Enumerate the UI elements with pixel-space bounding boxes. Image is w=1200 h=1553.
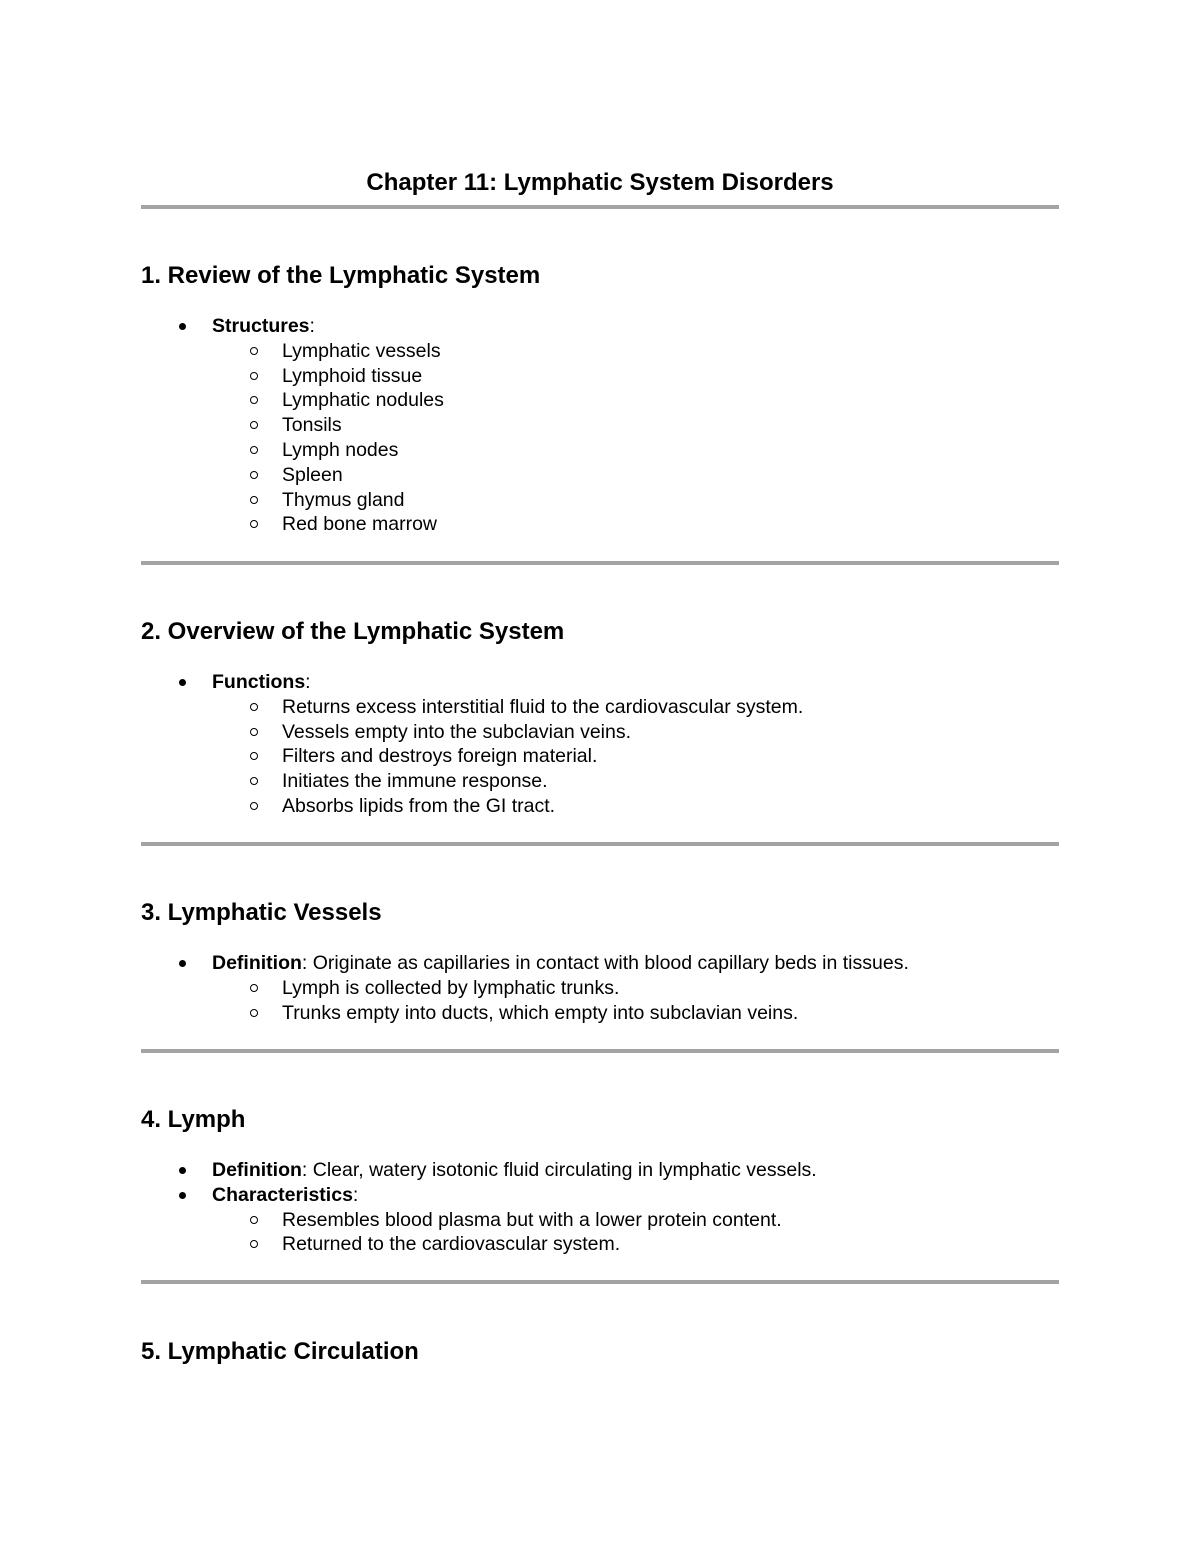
section-divider bbox=[141, 561, 1059, 565]
list-item bbox=[141, 314, 1059, 339]
section-2-heading: 2. Overview of the Lymphatic System bbox=[141, 618, 565, 645]
title-divider bbox=[141, 205, 1059, 209]
hollow-bullet-icon bbox=[250, 446, 258, 454]
hollow-bullet-icon bbox=[250, 372, 258, 380]
sub-item-text: Trunks empty into ducts, which empty into subclavian veins. bbox=[282, 1001, 799, 1024]
sub-list-item bbox=[141, 1208, 1059, 1233]
hollow-bullet-icon bbox=[250, 1240, 258, 1248]
sub-list-item bbox=[141, 364, 1059, 389]
sub-item-text: Returns excess interstitial fluid to the cardiovascular system. bbox=[282, 695, 804, 718]
sub-item-text: Red bone marrow bbox=[282, 513, 437, 536]
section-3-list bbox=[141, 951, 1059, 1025]
sub-list-item bbox=[141, 413, 1059, 438]
section-divider bbox=[141, 1049, 1059, 1053]
sub-list-item bbox=[141, 976, 1059, 1001]
item-label: Definition bbox=[212, 1159, 302, 1181]
item-text: : Clear, watery isotonic fluid circulating in lymphatic vessels. bbox=[301, 1159, 817, 1181]
section-divider bbox=[141, 1280, 1059, 1284]
item-text: : bbox=[352, 1183, 359, 1206]
sub-item-text: Lymphatic vessels bbox=[282, 339, 441, 362]
hollow-bullet-icon bbox=[250, 347, 258, 355]
hollow-bullet-icon bbox=[250, 703, 258, 711]
item-label: Definition bbox=[212, 952, 302, 974]
sub-list-item bbox=[141, 794, 1059, 819]
document-title: Chapter 11: Lymphatic System Disorders bbox=[366, 169, 834, 196]
item-text: : bbox=[309, 315, 315, 337]
sub-item-text: Lymphatic nodules bbox=[282, 389, 444, 412]
section-divider bbox=[141, 842, 1059, 846]
sub-list-item bbox=[141, 438, 1059, 463]
section-1-list bbox=[141, 314, 1059, 537]
item-text: : Originate as capillaries in contact with blood capillary beds in tissues. bbox=[301, 952, 909, 974]
sub-list-item bbox=[141, 339, 1059, 364]
sub-item-text: Tonsils bbox=[282, 414, 342, 437]
sub-list-item bbox=[141, 1001, 1059, 1026]
sub-item-text: Lymphoid tissue bbox=[282, 364, 423, 387]
sub-item-text: Vessels empty into the subclavian veins. bbox=[282, 720, 632, 743]
hollow-bullet-icon bbox=[250, 1009, 258, 1017]
sub-item-text: Returned to the cardiovascular system. bbox=[282, 1233, 621, 1256]
sub-list-item bbox=[141, 695, 1059, 720]
hollow-bullet-icon bbox=[250, 1216, 258, 1224]
sub-item-text: Lymph is collected by lymphatic trunks. bbox=[282, 976, 620, 999]
hollow-bullet-icon bbox=[250, 752, 258, 760]
hollow-bullet-icon bbox=[250, 777, 258, 785]
hollow-bullet-icon bbox=[250, 728, 258, 736]
sub-list-item bbox=[141, 488, 1059, 513]
section-1-heading: 1. Review of the Lymphatic System bbox=[141, 262, 541, 289]
sub-item-text: Resembles blood plasma but with a lower protein content. bbox=[282, 1208, 782, 1231]
section-4-list bbox=[141, 1158, 1059, 1257]
bullet-icon bbox=[179, 679, 186, 686]
bullet-icon bbox=[179, 1192, 186, 1199]
bullet-icon bbox=[179, 960, 186, 967]
sub-list-item bbox=[141, 744, 1059, 769]
list-item bbox=[141, 670, 1059, 695]
bullet-icon bbox=[179, 1167, 186, 1174]
list-item bbox=[141, 1183, 1059, 1208]
item-text: : bbox=[305, 671, 311, 693]
hollow-bullet-icon bbox=[250, 802, 258, 810]
section-4-heading: 4. Lymph bbox=[141, 1106, 246, 1133]
sub-list-item bbox=[141, 769, 1059, 794]
sub-list-item bbox=[141, 512, 1059, 537]
section-2-list bbox=[141, 670, 1059, 819]
sub-list-item bbox=[141, 720, 1059, 745]
hollow-bullet-icon bbox=[250, 984, 258, 992]
list-item bbox=[141, 951, 1059, 976]
section-3-heading: 3. Lymphatic Vessels bbox=[141, 899, 382, 926]
hollow-bullet-icon bbox=[250, 520, 258, 528]
sub-list-item bbox=[141, 388, 1059, 413]
hollow-bullet-icon bbox=[250, 471, 258, 479]
sub-item-text: Absorbs lipids from the GI tract. bbox=[282, 794, 556, 817]
section-5-heading: 5. Lymphatic Circulation bbox=[141, 1338, 419, 1365]
sub-item-text: Spleen bbox=[282, 463, 343, 486]
item-label: Functions bbox=[212, 671, 306, 693]
hollow-bullet-icon bbox=[250, 396, 258, 404]
sub-list-item bbox=[141, 1232, 1059, 1257]
item-label: Structures bbox=[212, 315, 310, 337]
sub-list-item bbox=[141, 463, 1059, 488]
hollow-bullet-icon bbox=[250, 421, 258, 429]
bullet-icon bbox=[179, 323, 186, 330]
list-item bbox=[141, 1158, 1059, 1183]
sub-item-text: Lymph nodes bbox=[282, 438, 399, 461]
sub-item-text: Filters and destroys foreign material. bbox=[282, 745, 598, 768]
hollow-bullet-icon bbox=[250, 496, 258, 504]
sub-item-text: Thymus gland bbox=[282, 488, 405, 511]
sub-item-text: Initiates the immune response. bbox=[282, 770, 548, 793]
item-label: Characteristics bbox=[212, 1183, 353, 1206]
